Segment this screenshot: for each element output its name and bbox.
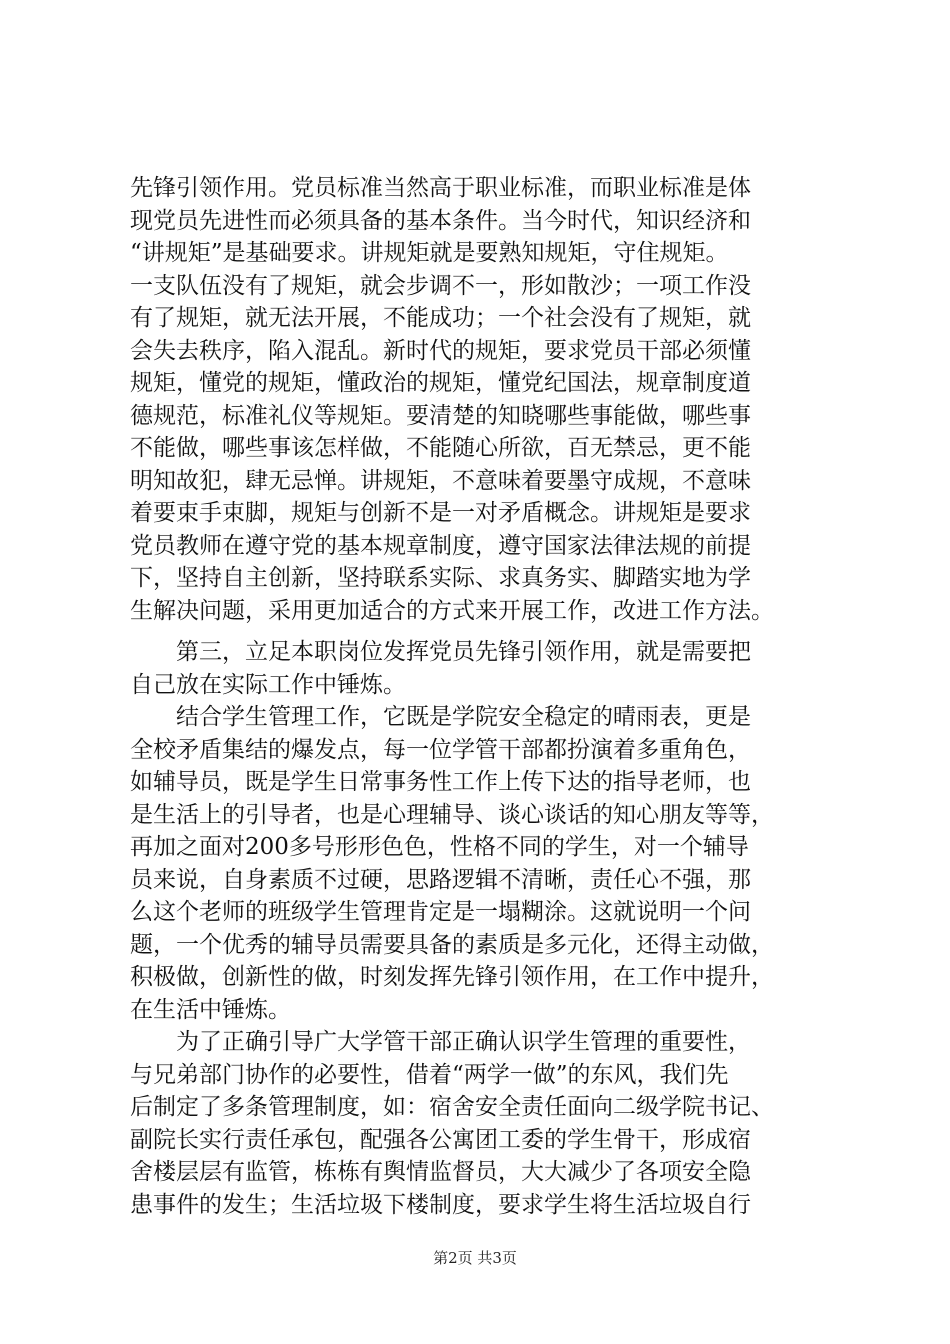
paragraph-block-continued [130, 172, 850, 627]
text-line: 与兄弟部门协作的必要性，借着“两学一做”的东风，我们先 [130, 1061, 729, 1088]
text-line: 一支队伍没有了规矩，就会步调不一，形如散沙；一项工作没 [130, 272, 751, 299]
text-line: 生解决问题，采用更加适合的方式来开展工作，改进工作方法。 [130, 597, 774, 624]
text-line: 自己放在实际工作中锤炼。 [130, 671, 406, 698]
text-line: “讲规矩”是基础要求。讲规矩就是要熟知规矩，守住规矩。 [130, 240, 729, 266]
text-line: 会失去秩序，陷入混乱。新时代的规矩，要求党员干部必须懂 [130, 337, 751, 364]
text-line: 结合学生管理工作，它既是学院安全稳定的晴雨表，更是 [130, 704, 751, 730]
text-line: 如辅导员，既是学生日常事务性工作上传下达的指导老师，也 [130, 769, 751, 795]
text-line: 下，坚持自主创新，坚持联系实际、求真务实、脚踏实地为学 [130, 565, 751, 591]
text-line: 有了规矩，就无法开展，不能成功；一个社会没有了规矩，就 [130, 305, 751, 331]
text-line: 明知故犯，肆无忌惮。讲规矩，不意味着要墨守成规，不意味 [130, 467, 751, 494]
text-line: 后制定了多条管理制度，如：宿舍安全责任面向二级学院书记、 [130, 1094, 774, 1120]
text-line: 着要束手束脚，规矩与创新不是一对矛盾概念。讲规矩是要求 [130, 500, 751, 526]
text-line: 患事件的发生；生活垃圾下楼制度，要求学生将生活垃圾自行 [130, 1191, 751, 1218]
text-line: 舍楼层层有监管，栋栋有舆情监督员，大大减少了各项安全隐 [130, 1159, 751, 1185]
text-line: 在生活中锤炼。 [130, 996, 291, 1023]
text-line: 不能做，哪些事该怎样做，不能随心所欲，百无禁忌，更不能 [130, 435, 751, 461]
text-line: 现党员先进性而必须具备的基本条件。当今时代，知识经济和 [130, 207, 751, 234]
text-line: 员来说，自身素质不过硬，思路逻辑不清晰，责任心不强，那 [130, 866, 751, 893]
text-line: 第三，立足本职岗位发挥党员先锋引领作用，就是需要把 [130, 639, 751, 665]
text-line: 为了正确引导广大学管干部正确认识学生管理的重要性， [130, 1029, 751, 1055]
text-line: 再加之面对200多号形形色色，性格不同的学生，对一个辅导 [130, 834, 749, 860]
text-line: 规矩，懂党的规矩，懂政治的规矩，懂党纪国法，规章制度道 [130, 370, 751, 396]
text-line: 党员教师在遵守党的基本规章制度，遵守国家法律法规的前提 [130, 532, 751, 559]
paragraph-block-third-point [130, 636, 850, 1221]
text-line: 积极做，创新性的做，时刻发挥先锋引领作用，在工作中提升， [130, 964, 774, 990]
page-footer: 第2页 共3页 [433, 1249, 517, 1267]
text-line: 题，一个优秀的辅导员需要具备的素质是多元化，还得主动做， [130, 931, 774, 958]
text-line: 是生活上的引导者，也是心理辅导、谈心谈话的知心朋友等等， [130, 801, 774, 828]
text-line: 全校矛盾集结的爆发点，每一位学管干部都扮演着多重角色， [130, 736, 751, 763]
text-line: 副院长实行责任承包，配强各公寓团工委的学生骨干，形成宿 [130, 1126, 751, 1153]
text-line: 先锋引领作用。党员标准当然高于职业标准，而职业标准是体 [130, 175, 751, 201]
text-line: 么这个老师的班级学生管理肯定是一塌糊涂。这就说明一个问 [130, 899, 751, 925]
text-line: 德规范，标准礼仪等规矩。要清楚的知晓哪些事能做，哪些事 [130, 402, 751, 429]
